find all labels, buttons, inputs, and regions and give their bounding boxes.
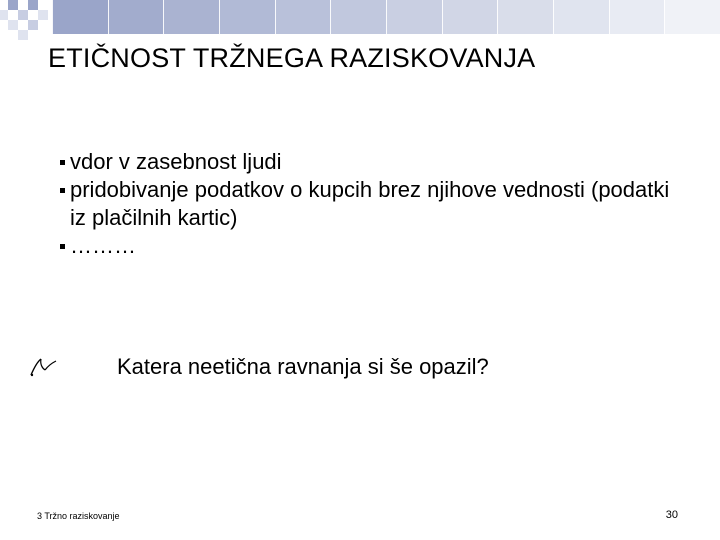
header-bar-segment bbox=[52, 0, 108, 34]
bullet-item bbox=[50, 232, 690, 260]
header-bar-segment bbox=[219, 0, 275, 34]
bullet-list bbox=[50, 148, 690, 260]
pen-icon bbox=[28, 356, 58, 378]
bullet-item bbox=[50, 176, 690, 232]
bullet-item bbox=[50, 148, 690, 176]
slide-title: ETIČNOST TRŽNEGA RAZISKOVANJA bbox=[48, 43, 536, 73]
header-gradient-bar bbox=[52, 0, 720, 34]
header-bar-segment bbox=[609, 0, 665, 34]
question-block bbox=[28, 350, 668, 386]
header-bar-segment bbox=[386, 0, 442, 34]
header-bar-segment bbox=[664, 0, 720, 34]
header-bar-segment bbox=[553, 0, 609, 34]
question-text: Katera neetična ravnanja si še opazil? bbox=[117, 354, 489, 379]
header-bar-segment bbox=[163, 0, 219, 34]
header-bar-segment bbox=[330, 0, 386, 34]
footer-section-label: 3 Tržno raziskovanje bbox=[37, 511, 120, 521]
square-bullet-icon bbox=[60, 244, 65, 249]
header-bar-segment bbox=[108, 0, 164, 34]
page-number: 30 bbox=[665, 509, 678, 521]
square-bullet-icon bbox=[60, 160, 65, 165]
square-bullet-icon bbox=[60, 188, 65, 193]
checker-decoration bbox=[0, 0, 60, 44]
bullet-text: ……… bbox=[70, 233, 136, 258]
bullet-text: pridobivanje podatkov o kupcih brez njihove vednosti (podatki iz plačilnih kartic) bbox=[70, 177, 670, 230]
header-bar-segment bbox=[275, 0, 331, 34]
bullet-text: vdor v zasebnost ljudi bbox=[70, 149, 282, 174]
header-bar-segment bbox=[497, 0, 553, 34]
header-bar-segment bbox=[442, 0, 498, 34]
